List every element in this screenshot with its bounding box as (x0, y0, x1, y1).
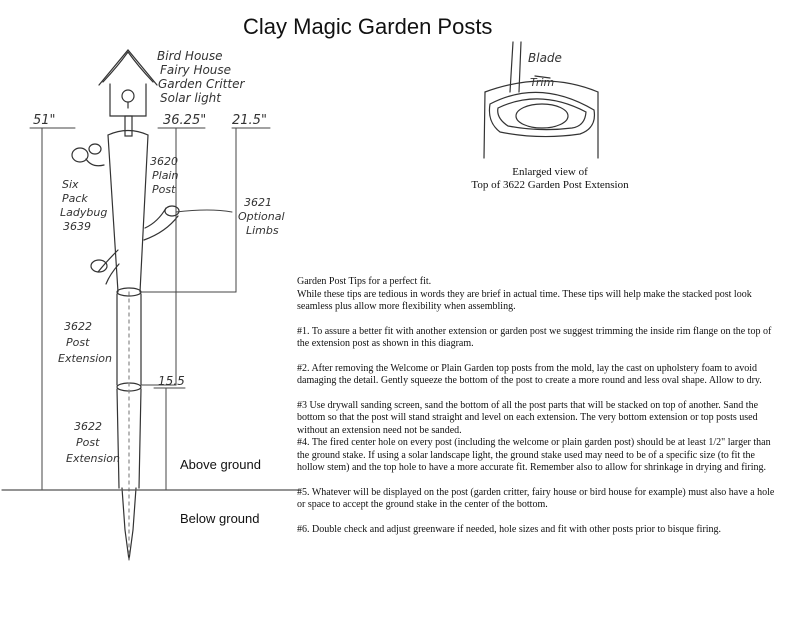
limbs-label-3: Limbs (246, 224, 279, 237)
tip-2: #2. After removing the Welcome or Plain Garden top posts from the mold, lay the cast on upholstery foam to avoid damaging the detail. Gently squeeze the bottom of the post to create a more round and less oval shape. Allow to dry. (297, 362, 762, 386)
enlarged-view-caption (470, 166, 630, 192)
limbs-label-1: 3621 (244, 196, 272, 209)
extension-upper-label-3: Extension (58, 352, 113, 365)
post-drawing (108, 116, 148, 560)
extension-upper-label-2: Post (66, 336, 90, 349)
ladybug-label-3: Ladybug (60, 206, 108, 219)
limbs-label-2: Optional (238, 210, 285, 223)
dimension-51: 51" (33, 113, 56, 128)
extension-upper-label-1: 3622 (64, 320, 92, 333)
dimension-15-5: 15.5 (158, 374, 185, 388)
ladybug-label-2: Pack (62, 192, 88, 205)
extension-lower-label-3: Extension (66, 452, 121, 465)
top-item-critter: Garden Critter (158, 77, 245, 91)
top-item-fairyhouse: Fairy House (160, 63, 232, 77)
trim-label: Trim (530, 76, 555, 89)
garden-post-tips (297, 276, 782, 536)
tip-4: #4. The fired center hole on every post (including the welcome or plain garden post) should be at least 1/2" larger than the ground stake. If using a solar landscape light, the ground stake used may need to be of a specific size (to fit the hollow stem) and the top hole to have a more accurate fit. Remember also to allow for shrinkage in drying and firing. (297, 437, 771, 473)
extension-lower-label-2: Post (76, 436, 100, 449)
dimension-36-25: 36.25" (163, 113, 207, 128)
caption-line-2: Top of 3622 Garden Post Extension (471, 179, 629, 191)
below-ground-label: Below ground (180, 511, 260, 526)
tips-heading: Garden Post Tips for a perfect fit. (297, 276, 432, 287)
tip-6: #6. Double check and adjust greenware if needed, hole sizes and fit with other posts prior to bisque firing. (297, 523, 722, 535)
tip-3: #3 Use drywall sanding screen, sand the bottom of all the post parts that will be stacked on top of another. Sand the bottom so that the post will stand straight and level on each extension. The very bottom extension or top posts used without an extension need not be sanded. (297, 399, 759, 436)
plain-post-label-1: 3620 (150, 155, 178, 168)
top-item-solar: Solar light (160, 91, 221, 105)
top-item-birdhouse: Bird House (157, 49, 223, 63)
tip-5: #5. Whatever will be displayed on the post (garden critter, fairy house or bird house for example) must also have a hole or space to accept the ground stake in the center of the bottom. (297, 486, 775, 510)
tips-intro: While these tips are tedious in words they are brief in actual time. These tips will help make the stacked post look seamless plus allow more flexibility when assembling. (297, 288, 752, 312)
ladybug-label-1: Six (62, 178, 79, 191)
ladybug-label-4: 3639 (63, 220, 91, 233)
tip-1: #1. To assure a better fit with another extension or garden post we suggest trimming the inside rim flange on the top of the extension post as shown in this diagram. (297, 325, 772, 349)
blade-label: Blade (528, 51, 562, 65)
page-title: Clay Magic Garden Posts (243, 14, 493, 39)
dimension-21-5: 21.5" (232, 113, 267, 128)
ladybug-drawing (72, 144, 104, 166)
caption-line-1: Enlarged view of (512, 166, 588, 178)
birdhouse-drawing (99, 50, 157, 116)
plain-post-label-3: Post (152, 183, 176, 196)
above-ground-label: Above ground (180, 457, 261, 472)
plain-post-label-2: Plain (152, 169, 179, 182)
extension-lower-label-1: 3622 (74, 420, 102, 433)
